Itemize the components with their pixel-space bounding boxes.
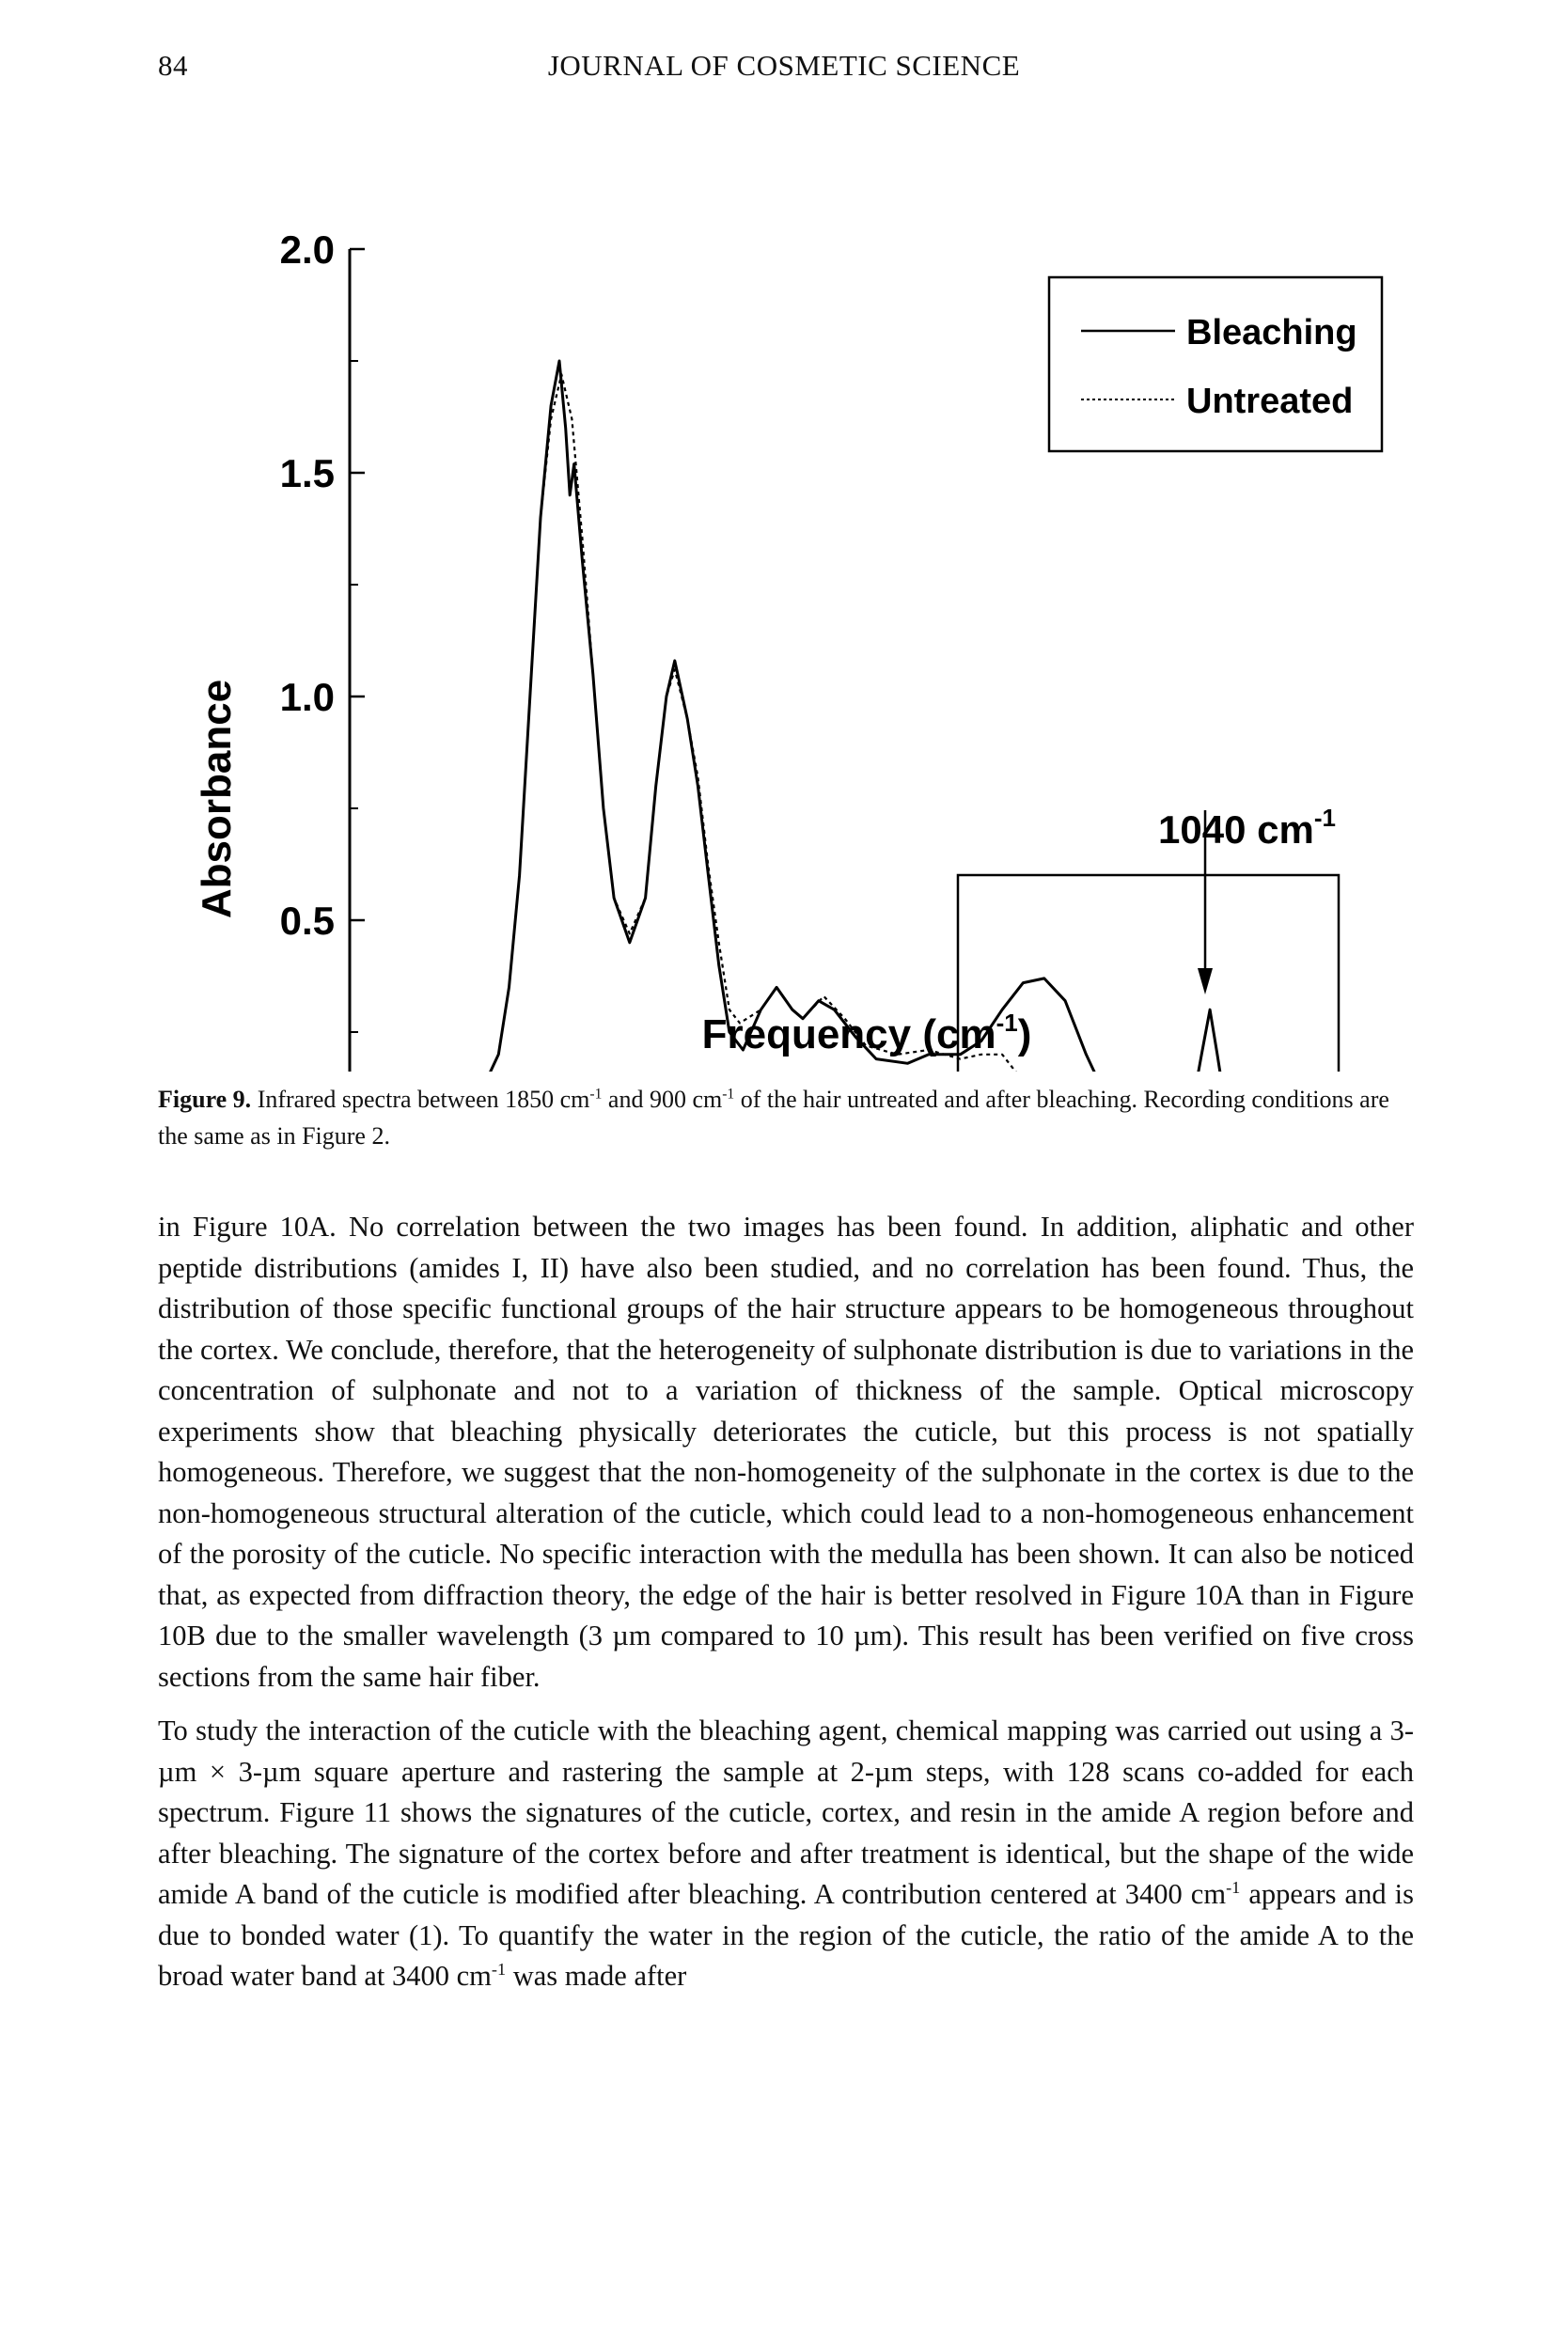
series-untreated-line [352,374,1354,1072]
y-tick-label: 2.0 [279,227,335,272]
ir-spectrum-chart [0,0,1568,1072]
legend-untreated-label: Untreated [1186,382,1354,421]
x-axis-label: Frequency $(cm^{-1})$ [701,1009,1032,1057]
paragraph: in Figure 10A. No correlation between the two images has been found. In addition, aliphatic and other peptide distributions (amides I, II) have also been studied, and no correlation has been found. Thus, the distribution of those specific functional groups of the hair structure appears to be homogeneous throughout the cortex. We conclude, therefore, that the heterogeneity of sulphonate distribution is due to variations in the concentration of sulphonate and not to a variation of thickness of the sample. Optical microscopy experiments show that bleaching physically deteriorates the cuticle, but this process is not spatially homogeneous. Therefore, we suggest that the non-homogeneity of the sulphonate in the cortex is due to the non-homogeneous structural alteration of the cuticle, which could lead to a non-homogeneous enhancement of the porosity of the cuticle. No specific interaction with the medulla has been shown. It can also be noticed that, as expected from diffraction theory, the edge of the hair is better resolved in Figure 10A than in Figure 10B due to the smaller wavelength (3 µm compared to 10 µm). This result has been verified on five cross sections from the same hair fiber. [158,1211,1414,1693]
body-text [158,1207,1414,2011]
legend-bleaching-label: Bleaching [1186,313,1357,352]
paragraph: To study the interaction of the cuticle with the bleaching agent, chemical mapping was carried out using a 3-µm × 3-µm square aperture and rastering the sample at 2-µm steps, with 128 scans co-added for each spectrum. Figure 11 shows the signatures of the cuticle, cortex, and resin in the amide A region before and after bleaching. The signature of the cortex before and after treatment is identical, but the shape of the wide amide A band of the cuticle is modified after bleaching. A contribution centered at 3400 $cm^{-1}$ appears and is due to bonded water (1). To quantify the water in the region of the cuticle, the ratio of the amide A to the broad water band at 3400 $cm^{-1}$ was made after [158,1714,1414,1992]
annotation-1040: 1040 $cm^{-1}$ [1158,804,1336,852]
figure-label: Figure 9. [158,1086,252,1113]
figure-caption: Figure 9. Infrared spectra between 1850 $cm^{-1}$ and 900 $cm^{-1}$ of the hair untreated and after bleaching. Recording conditions are the same as in Figure 2. [158,1086,1389,1150]
y-tick-label: 1.5 [279,451,335,495]
legend [1049,277,1382,451]
y-axis-label: Absorbance [194,679,240,919]
series-bleaching-line [352,361,1349,1072]
page-number: 84 [158,49,188,82]
annotation-arrowhead [1198,968,1213,994]
inset-region-box [958,875,1339,1072]
y-tick-label: 1.0 [279,675,335,719]
y-tick-label: 0.5 [279,899,335,943]
running-header: JOURNAL OF COSMETIC SCIENCE [547,49,1021,82]
